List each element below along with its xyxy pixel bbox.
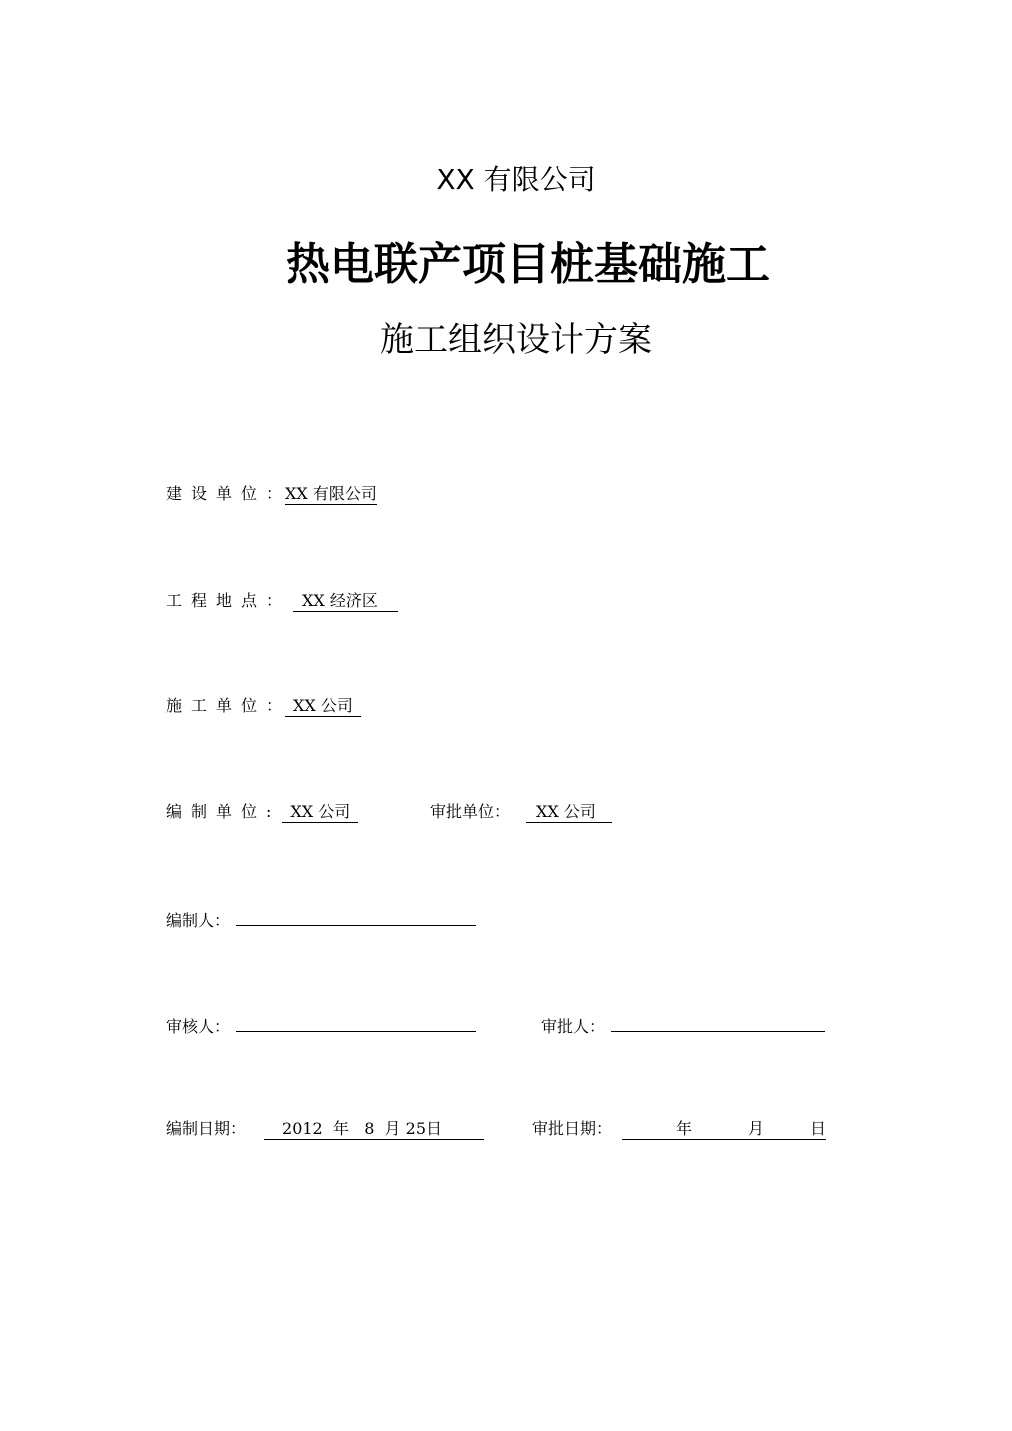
compile-year-char: 年 bbox=[332, 1119, 349, 1138]
compiler-unit-label: 编制单位: bbox=[166, 802, 281, 821]
owner-label: 建设单位： bbox=[166, 484, 292, 503]
approve-year-char: 年 bbox=[676, 1119, 693, 1138]
compile-date-label: 编制日期： bbox=[166, 1119, 247, 1138]
approver-unit-label: 审批单位： bbox=[430, 802, 511, 821]
approve-date-row bbox=[532, 1118, 826, 1140]
approver-label: 审批人： bbox=[541, 1017, 606, 1036]
compiler-unit-value: XX 公司 bbox=[282, 802, 358, 823]
site-value: XX 经济区 bbox=[293, 591, 398, 612]
reviewer-row bbox=[166, 1013, 476, 1038]
compile-date-month: 8 bbox=[364, 1119, 375, 1138]
owner-value: XX 有限公司 bbox=[285, 484, 377, 503]
approve-day-char: 日 bbox=[810, 1119, 827, 1138]
site-label: 工程地点： bbox=[166, 591, 292, 610]
compile-day-char: 日 bbox=[426, 1119, 443, 1138]
compiler-signature-line bbox=[236, 907, 476, 926]
contractor-row bbox=[166, 695, 361, 717]
approver-unit-value: XX 公司 bbox=[526, 802, 612, 823]
reviewer-signature-line bbox=[236, 1013, 476, 1032]
contractor-value: XX 公司 bbox=[285, 696, 361, 717]
compile-date-year: 2012 bbox=[282, 1119, 323, 1138]
site-row bbox=[166, 590, 398, 612]
approver-signature-line bbox=[611, 1013, 825, 1032]
compiler-label: 编制人： bbox=[166, 911, 231, 930]
document-subtitle: 施工组织设计方案 bbox=[380, 320, 652, 360]
approve-date-value bbox=[622, 1119, 826, 1140]
compile-date-row bbox=[166, 1118, 484, 1140]
document-title: 热电联产项目桩基础施工 bbox=[286, 239, 770, 290]
approve-month-char: 月 bbox=[748, 1119, 765, 1138]
contractor-label: 施工单位： bbox=[166, 696, 292, 715]
compiler-row bbox=[166, 907, 476, 932]
reviewer-label: 审核人： bbox=[166, 1017, 231, 1036]
approver-row bbox=[541, 1013, 825, 1038]
approver-unit-row bbox=[430, 801, 612, 823]
compile-date-value bbox=[264, 1119, 484, 1140]
approve-date-label: 审批日期： bbox=[532, 1119, 613, 1138]
company-heading: XX 有限公司 bbox=[436, 163, 596, 196]
compiler-unit-row bbox=[166, 801, 358, 823]
owner-row bbox=[166, 483, 377, 505]
compile-month-char: 月 bbox=[384, 1119, 401, 1138]
compile-date-day: 25 bbox=[405, 1119, 427, 1138]
